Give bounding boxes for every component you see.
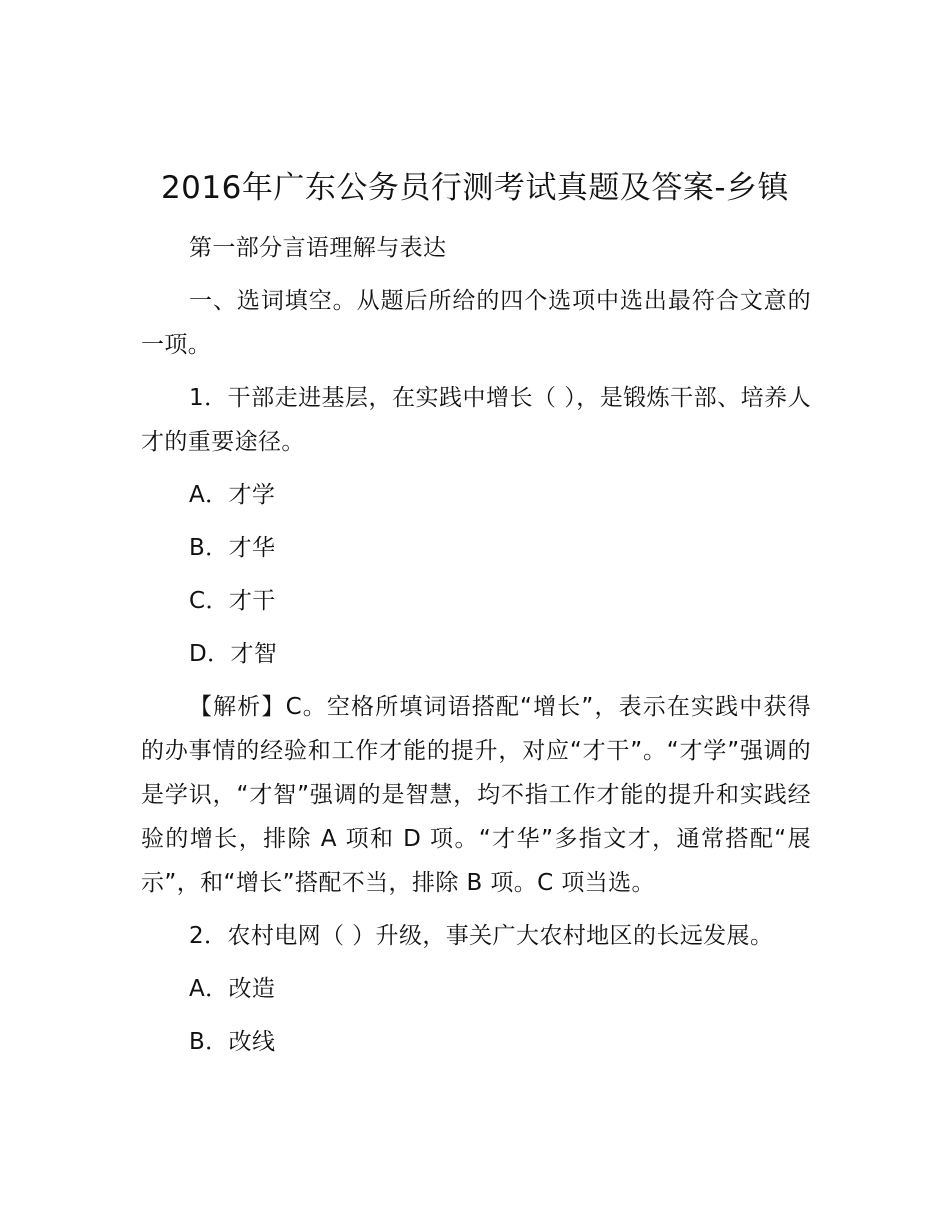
question-1: 1．干部走进基层，在实践中增长（ ），是锻炼干部、培养人才的重要途径。	[141, 385, 811, 455]
instruction-text: 一、选词填空。从题后所给的四个选项中选出最符合文意的一项。	[141, 288, 811, 358]
section-heading: 第一部分言语理解与表达	[189, 235, 447, 261]
question-2-option-b: B．改线	[189, 1029, 276, 1055]
question-1-option-a: A．才学	[189, 482, 276, 508]
document-title: 2016年广东公务员行测考试真题及答案-乡镇	[160, 170, 790, 206]
question-1-analysis: 【解析】C。空格所填词语搭配“增长”，表示在实践中获得的办事情的经验和工作才能的提升，对应“才干”。“才学”强调的是学识，“才智”强调的是智慧，均不指工作才能的提升和实践经验的增长，排除 A 项和 D 项。“才华”多指文才，通常搭配“展示”，和“增长”搭配不当，排除 B 项。C 项当选。	[141, 694, 811, 896]
document-body	[141, 226, 811, 1073]
question-2: 2．农村电网（ ）升级，事关广大农村地区的长远发展。	[189, 923, 774, 949]
question-1-option-d: D．才智	[189, 641, 278, 667]
question-1-option-c: C．才干	[189, 588, 276, 614]
question-2-option-a: A．改造	[189, 976, 276, 1002]
question-1-option-b: B．才华	[189, 535, 276, 561]
